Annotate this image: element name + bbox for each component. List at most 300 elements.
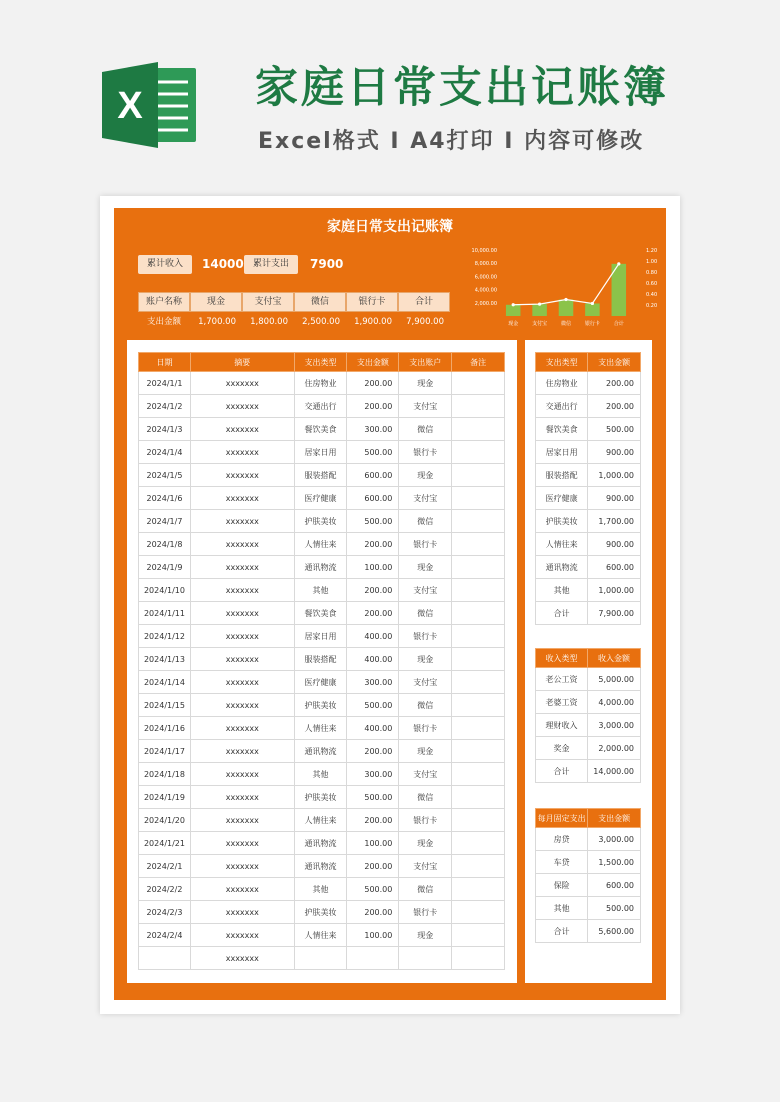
table-cell[interactable]: 2024/1/21 (139, 832, 191, 855)
table-cell[interactable] (452, 625, 505, 648)
table-cell[interactable]: 5,000.00 (588, 668, 641, 691)
table-cell[interactable]: 200.00 (347, 855, 399, 878)
table-row (139, 901, 505, 924)
table-cell[interactable]: 2024/1/20 (139, 809, 191, 832)
table-cell[interactable]: 200.00 (347, 533, 399, 556)
table-cell[interactable]: 护肤美妆 (294, 694, 347, 717)
account-header-cell: 账户名称 (138, 292, 190, 312)
account-value: 1,900.00 (354, 317, 392, 327)
table-cell[interactable]: 人情往来 (294, 717, 347, 740)
table-cell[interactable]: 房贷 (536, 828, 588, 851)
table-cell[interactable]: xxxxxxx (190, 763, 294, 786)
table-row (139, 441, 505, 464)
table-cell[interactable]: 2024/1/12 (139, 625, 191, 648)
table-row (536, 372, 641, 395)
table-cell[interactable]: 2024/1/17 (139, 740, 191, 763)
table-cell[interactable]: 其他 (536, 897, 588, 920)
table-row (139, 717, 505, 740)
table-cell[interactable]: xxxxxxx (190, 855, 294, 878)
table-cell[interactable]: 2024/2/1 (139, 855, 191, 878)
table-cell[interactable]: 护肤美妆 (294, 901, 347, 924)
table-cell[interactable]: 5,600.00 (588, 920, 641, 943)
table-row (536, 487, 641, 510)
table-cell[interactable]: 400.00 (347, 625, 399, 648)
table-cell[interactable]: xxxxxxx (190, 510, 294, 533)
table-row (536, 828, 641, 851)
table-cell[interactable]: 银行卡 (399, 441, 452, 464)
table-cell[interactable]: 500.00 (347, 878, 399, 901)
column-header: 支出金额 (347, 353, 399, 372)
table-cell[interactable]: xxxxxxx (190, 579, 294, 602)
table-row (536, 920, 641, 943)
table-cell[interactable]: 现金 (399, 924, 452, 947)
account-header-row (138, 292, 450, 312)
table-row (139, 487, 505, 510)
table-row (536, 691, 641, 714)
table-cell[interactable]: 900.00 (588, 441, 641, 464)
table-cell[interactable] (347, 947, 399, 970)
table-row (139, 740, 505, 763)
table-cell[interactable]: 餐饮美食 (294, 602, 347, 625)
table-cell[interactable]: 2024/1/4 (139, 441, 191, 464)
page-title: 家庭日常支出记账簿 (255, 63, 669, 113)
table-row (536, 851, 641, 874)
y-tick-label: 6,000.00 (474, 274, 497, 281)
svg-text:X: X (117, 85, 143, 127)
table-cell[interactable]: 600.00 (347, 487, 399, 510)
table-cell[interactable] (452, 947, 505, 970)
table-cell[interactable] (452, 602, 505, 625)
table-row (536, 418, 641, 441)
table-cell[interactable]: 人情往来 (536, 533, 588, 556)
table-row (139, 418, 505, 441)
table-cell[interactable]: xxxxxxx (190, 924, 294, 947)
table-cell[interactable]: xxxxxxx (190, 786, 294, 809)
table-row (536, 579, 641, 602)
table-cell[interactable]: 老婆工资 (536, 691, 588, 714)
table-cell[interactable]: 200.00 (347, 809, 399, 832)
table-cell[interactable]: xxxxxxx (190, 947, 294, 970)
table-cell[interactable]: 奖金 (536, 737, 588, 760)
table-cell[interactable]: 其他 (536, 579, 588, 602)
table-cell[interactable] (452, 441, 505, 464)
table-cell[interactable]: 通讯物流 (294, 855, 347, 878)
table-cell[interactable]: 医疗健康 (536, 487, 588, 510)
table-cell[interactable] (452, 901, 505, 924)
table-cell[interactable]: 200.00 (347, 740, 399, 763)
table-row (139, 464, 505, 487)
table-cell[interactable]: 200.00 (347, 395, 399, 418)
table-cell[interactable] (452, 556, 505, 579)
table-cell[interactable] (139, 947, 191, 970)
line-point (512, 303, 515, 306)
table-cell[interactable]: 住房物业 (536, 372, 588, 395)
column-header: 日期 (139, 353, 191, 372)
table-cell[interactable] (452, 832, 505, 855)
income-total-label: 累计收入 (138, 255, 192, 274)
table-cell[interactable]: 500.00 (347, 441, 399, 464)
table-cell[interactable]: 1,000.00 (588, 579, 641, 602)
table-cell[interactable]: xxxxxxx (190, 533, 294, 556)
table-cell[interactable] (452, 579, 505, 602)
line-point (617, 262, 620, 265)
table-row (139, 648, 505, 671)
column-header: 摘要 (190, 353, 294, 372)
account-spending-chart (462, 244, 660, 334)
table-cell[interactable] (452, 786, 505, 809)
column-header: 支出金额 (588, 353, 641, 372)
table-cell[interactable]: 其他 (294, 579, 347, 602)
table-cell[interactable]: 14,000.00 (588, 760, 641, 783)
table-cell[interactable]: 200.00 (588, 395, 641, 418)
table-cell[interactable]: 现金 (399, 372, 452, 395)
table-row (536, 760, 641, 783)
table-cell[interactable]: 护肤美妆 (294, 786, 347, 809)
table-cell[interactable]: 2024/1/3 (139, 418, 191, 441)
table-cell[interactable]: 支付宝 (399, 579, 452, 602)
table-cell[interactable] (452, 395, 505, 418)
table-cell[interactable]: 微信 (399, 418, 452, 441)
table-row (139, 786, 505, 809)
y2-tick-label: 1.00 (646, 259, 658, 265)
table-cell[interactable]: 2024/1/16 (139, 717, 191, 740)
table-cell[interactable]: 现金 (399, 464, 452, 487)
table-cell[interactable]: 住房物业 (294, 372, 347, 395)
table-cell[interactable]: 900.00 (588, 533, 641, 556)
table-cell[interactable]: 其他 (294, 878, 347, 901)
table-cell[interactable]: 支付宝 (399, 395, 452, 418)
table-cell[interactable]: 2024/1/19 (139, 786, 191, 809)
table-cell[interactable]: xxxxxxx (190, 694, 294, 717)
expense-type-table (535, 352, 641, 625)
y2-tick-label: 1.20 (646, 248, 658, 254)
table-cell[interactable]: 支付宝 (399, 763, 452, 786)
table-cell[interactable]: 400.00 (347, 717, 399, 740)
table-row (536, 395, 641, 418)
table-cell[interactable]: 微信 (399, 602, 452, 625)
expense-total-value: 7900 (310, 257, 344, 271)
column-header: 支出类型 (294, 353, 347, 372)
table-cell[interactable]: xxxxxxx (190, 878, 294, 901)
table-cell[interactable] (452, 717, 505, 740)
table-cell[interactable]: 900.00 (588, 487, 641, 510)
table-cell[interactable] (452, 763, 505, 786)
table-cell[interactable]: 7,900.00 (588, 602, 641, 625)
table-cell[interactable]: 医疗健康 (294, 671, 347, 694)
x-tick-label: 支付宝 (532, 321, 548, 327)
table-cell[interactable]: 合计 (536, 760, 588, 783)
table-cell[interactable]: 2024/1/10 (139, 579, 191, 602)
table-cell[interactable] (452, 694, 505, 717)
table-cell[interactable]: 银行卡 (399, 625, 452, 648)
bar (532, 304, 547, 316)
table-cell[interactable]: xxxxxxx (190, 832, 294, 855)
table-cell[interactable]: 3,000.00 (588, 714, 641, 737)
bar (506, 305, 521, 316)
table-row (139, 533, 505, 556)
table-cell[interactable]: 车贷 (536, 851, 588, 874)
table-cell[interactable]: 通讯物流 (294, 556, 347, 579)
table-cell[interactable]: 支付宝 (399, 671, 452, 694)
account-header-cell: 支付宝 (242, 292, 294, 312)
table-cell[interactable]: xxxxxxx (190, 648, 294, 671)
line-point (538, 303, 541, 306)
y2-tick-label: 0.20 (646, 303, 658, 309)
table-cell[interactable]: 理财收入 (536, 714, 588, 737)
table-cell[interactable]: 2024/1/2 (139, 395, 191, 418)
table-cell[interactable]: 银行卡 (399, 533, 452, 556)
table-cell[interactable]: 微信 (399, 510, 452, 533)
account-value: 1,700.00 (198, 317, 236, 327)
table-cell[interactable] (452, 809, 505, 832)
table-cell[interactable]: 200.00 (347, 602, 399, 625)
table-cell[interactable]: 200.00 (347, 579, 399, 602)
column-header: 支出金额 (588, 809, 641, 828)
table-cell[interactable]: 600.00 (347, 464, 399, 487)
table-cell[interactable]: 2024/1/9 (139, 556, 191, 579)
table-cell[interactable]: 300.00 (347, 418, 399, 441)
table-row (536, 897, 641, 920)
column-header: 支出账户 (399, 353, 452, 372)
table-cell[interactable]: 2024/1/1 (139, 372, 191, 395)
table-cell[interactable]: 餐饮美食 (536, 418, 588, 441)
table-cell[interactable]: xxxxxxx (190, 625, 294, 648)
table-cell[interactable]: 2024/2/3 (139, 901, 191, 924)
table-cell[interactable]: 银行卡 (399, 809, 452, 832)
table-cell[interactable]: 合计 (536, 602, 588, 625)
line-point (591, 302, 594, 305)
table-cell[interactable]: 2024/1/5 (139, 464, 191, 487)
column-header: 支出类型 (536, 353, 588, 372)
table-cell[interactable]: 通讯物流 (294, 832, 347, 855)
table-cell[interactable]: 2024/1/6 (139, 487, 191, 510)
table-cell[interactable]: 微信 (399, 786, 452, 809)
table-row (139, 372, 505, 395)
income-type-table (535, 648, 641, 783)
table-cell[interactable] (452, 924, 505, 947)
table-cell[interactable]: xxxxxxx (190, 671, 294, 694)
table-cell[interactable]: 保险 (536, 874, 588, 897)
table-cell[interactable]: 服装搭配 (294, 464, 347, 487)
line-point (564, 298, 567, 301)
table-cell[interactable]: 2024/1/8 (139, 533, 191, 556)
table-cell[interactable] (452, 418, 505, 441)
table-row (139, 947, 505, 970)
column-header: 备注 (452, 353, 505, 372)
table-row (139, 809, 505, 832)
table-cell[interactable]: 1,000.00 (588, 464, 641, 487)
table-cell[interactable]: 2024/1/15 (139, 694, 191, 717)
table-cell[interactable]: 200.00 (347, 372, 399, 395)
table-cell[interactable]: 老公工资 (536, 668, 588, 691)
table-row (536, 533, 641, 556)
table-cell[interactable]: 500.00 (347, 694, 399, 717)
table-cell[interactable]: 支付宝 (399, 487, 452, 510)
table-row (536, 874, 641, 897)
table-cell[interactable]: 500.00 (347, 786, 399, 809)
table-cell[interactable]: xxxxxxx (190, 809, 294, 832)
table-cell[interactable]: 交通出行 (294, 395, 347, 418)
table-cell[interactable]: 微信 (399, 694, 452, 717)
table-cell[interactable]: 2024/1/18 (139, 763, 191, 786)
table-cell[interactable]: 人情往来 (294, 809, 347, 832)
account-values-row (138, 314, 450, 330)
table-cell[interactable]: 护肤美妆 (536, 510, 588, 533)
table-cell[interactable]: 护肤美妆 (294, 510, 347, 533)
table-cell[interactable]: xxxxxxx (190, 901, 294, 924)
table-cell[interactable] (452, 878, 505, 901)
table-row (536, 556, 641, 579)
x-tick-label: 微信 (560, 321, 572, 327)
table-cell[interactable] (399, 947, 452, 970)
table-row (139, 579, 505, 602)
fixed-expense-table (535, 808, 641, 943)
table-cell[interactable]: 服装搭配 (294, 648, 347, 671)
table-row (139, 763, 505, 786)
table-cell[interactable]: 2024/1/14 (139, 671, 191, 694)
table-cell[interactable]: 500.00 (588, 897, 641, 920)
x-tick-label: 银行卡 (584, 321, 600, 327)
table-row (536, 737, 641, 760)
table-cell[interactable]: xxxxxxx (190, 717, 294, 740)
excel-logo-icon (100, 60, 200, 150)
table-row (139, 395, 505, 418)
table-cell[interactable] (452, 533, 505, 556)
table-cell[interactable] (452, 372, 505, 395)
y-tick-label: 8,000.00 (474, 261, 497, 268)
y2-tick-label: 0.60 (646, 281, 658, 287)
account-header-cell: 银行卡 (346, 292, 398, 312)
expense-ledger-table (138, 352, 505, 970)
table-row (139, 855, 505, 878)
table-row (139, 602, 505, 625)
table-cell[interactable]: xxxxxxx (190, 441, 294, 464)
table-row (536, 668, 641, 691)
x-tick-label: 合计 (613, 321, 624, 327)
table-cell[interactable]: 居家日用 (536, 441, 588, 464)
table-cell[interactable]: 餐饮美食 (294, 418, 347, 441)
table-cell[interactable]: 2024/1/13 (139, 648, 191, 671)
table-cell[interactable] (452, 671, 505, 694)
table-row (139, 878, 505, 901)
table-cell[interactable]: 银行卡 (399, 901, 452, 924)
table-cell[interactable] (452, 648, 505, 671)
account-row-label: 支出金额 (146, 317, 181, 327)
table-cell[interactable]: 人情往来 (294, 533, 347, 556)
column-header: 每月固定支出 (536, 809, 588, 828)
table-cell[interactable]: xxxxxxx (190, 395, 294, 418)
table-cell[interactable]: 400.00 (347, 648, 399, 671)
table-cell[interactable]: 100.00 (347, 832, 399, 855)
table-cell[interactable]: 其他 (294, 763, 347, 786)
table-cell[interactable]: 300.00 (347, 671, 399, 694)
table-cell[interactable]: xxxxxxx (190, 372, 294, 395)
table-cell[interactable]: 2024/2/4 (139, 924, 191, 947)
table-cell[interactable]: 微信 (399, 878, 452, 901)
income-total-value: 14000 (202, 257, 244, 271)
table-cell[interactable]: 居家日用 (294, 625, 347, 648)
table-cell[interactable]: 500.00 (347, 510, 399, 533)
bar (559, 300, 574, 317)
table-cell[interactable]: xxxxxxx (190, 556, 294, 579)
y2-tick-label: 0.40 (646, 292, 658, 298)
table-cell[interactable]: 人情往来 (294, 924, 347, 947)
table-cell[interactable]: xxxxxxx (190, 602, 294, 625)
table-cell[interactable]: 现金 (399, 556, 452, 579)
page-subtitle: Excel格式 I A4打印 I 内容可修改 (258, 129, 645, 154)
bar (585, 303, 600, 316)
account-header-cell: 微信 (294, 292, 346, 312)
table-row (139, 556, 505, 579)
table-cell[interactable]: 2024/1/7 (139, 510, 191, 533)
table-cell[interactable]: 600.00 (588, 556, 641, 579)
table-cell[interactable]: 银行卡 (399, 717, 452, 740)
table-cell[interactable]: 100.00 (347, 924, 399, 947)
table-row (536, 441, 641, 464)
table-cell[interactable]: 服装搭配 (536, 464, 588, 487)
table-cell[interactable] (294, 947, 347, 970)
table-row (536, 464, 641, 487)
x-tick-label: 现金 (508, 321, 519, 327)
y-tick-label: 2,000.00 (474, 300, 497, 307)
table-cell[interactable]: xxxxxxx (190, 487, 294, 510)
column-header: 收入金额 (588, 649, 641, 668)
table-cell[interactable]: xxxxxxx (190, 418, 294, 441)
table-cell[interactable]: 现金 (399, 832, 452, 855)
sheet-title: 家庭日常支出记账簿 (327, 219, 453, 235)
table-cell[interactable]: 交通出行 (536, 395, 588, 418)
table-row (139, 510, 505, 533)
table-cell[interactable]: 通讯物流 (294, 740, 347, 763)
table-cell[interactable]: 2,000.00 (588, 737, 641, 760)
table-row (536, 714, 641, 737)
table-cell[interactable]: 支付宝 (399, 855, 452, 878)
expense-total-label: 累计支出 (244, 255, 298, 274)
table-row (139, 832, 505, 855)
table-row (139, 924, 505, 947)
table-cell[interactable]: 1,500.00 (588, 851, 641, 874)
table-row (536, 510, 641, 533)
table-cell[interactable]: 医疗健康 (294, 487, 347, 510)
table-cell[interactable]: 通讯物流 (536, 556, 588, 579)
table-cell[interactable] (452, 740, 505, 763)
table-cell[interactable]: 200.00 (588, 372, 641, 395)
table-cell[interactable]: 1,700.00 (588, 510, 641, 533)
table-cell[interactable]: 3,000.00 (588, 828, 641, 851)
table-cell[interactable]: xxxxxxx (190, 464, 294, 487)
table-cell[interactable]: 4,000.00 (588, 691, 641, 714)
table-cell[interactable] (452, 487, 505, 510)
table-cell[interactable]: 现金 (399, 740, 452, 763)
table-cell[interactable]: 600.00 (588, 874, 641, 897)
table-cell[interactable] (452, 510, 505, 533)
table-row (139, 694, 505, 717)
table-cell[interactable]: 100.00 (347, 556, 399, 579)
table-row (536, 602, 641, 625)
table-cell[interactable]: 居家日用 (294, 441, 347, 464)
table-cell[interactable]: xxxxxxx (190, 740, 294, 763)
table-cell[interactable] (452, 855, 505, 878)
table-cell[interactable]: 现金 (399, 648, 452, 671)
table-cell[interactable]: 200.00 (347, 901, 399, 924)
table-cell[interactable]: 300.00 (347, 763, 399, 786)
table-cell[interactable] (452, 464, 505, 487)
table-cell[interactable]: 2024/1/11 (139, 602, 191, 625)
table-cell[interactable]: 500.00 (588, 418, 641, 441)
table-cell[interactable]: 2024/2/2 (139, 878, 191, 901)
account-value: 1,800.00 (250, 317, 288, 327)
table-cell[interactable]: 合计 (536, 920, 588, 943)
